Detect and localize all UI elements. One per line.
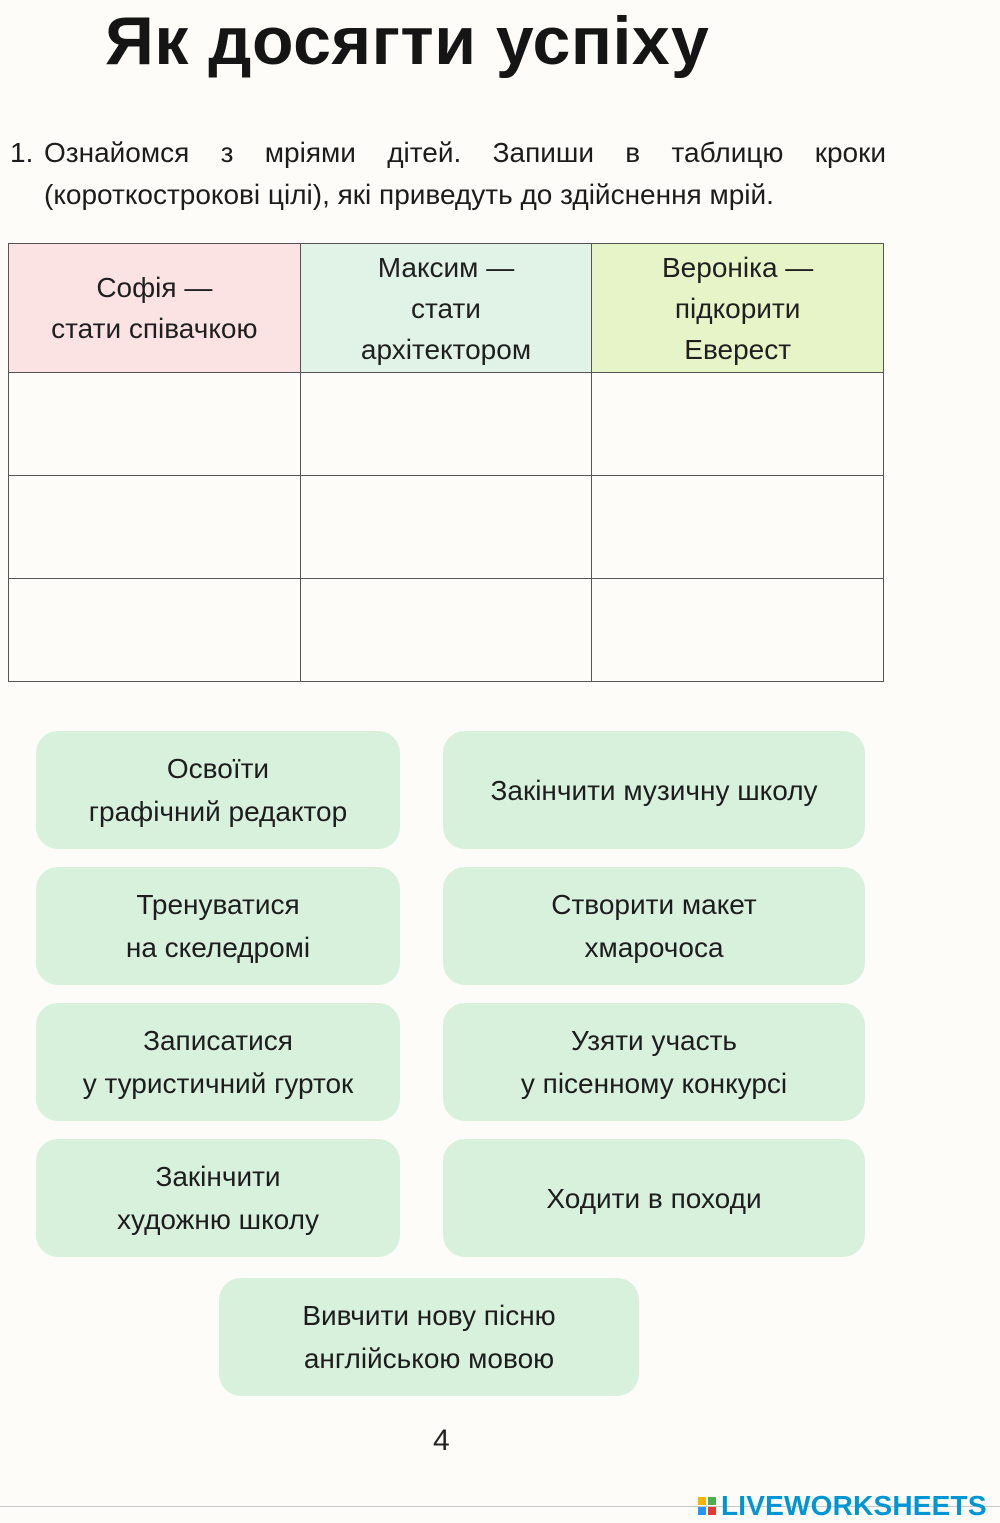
step-card-hiking[interactable]: [443, 1139, 865, 1257]
logo-square: [698, 1497, 706, 1505]
step-card-song-contest[interactable]: [443, 1003, 865, 1121]
step-card-label: Закінчити художню школу: [117, 1161, 319, 1235]
answer-cell-veronika-2[interactable]: [592, 476, 884, 579]
step-card-graphic-editor[interactable]: [36, 731, 400, 849]
header-sofia-label: Софія — стати співачкою: [51, 272, 258, 344]
step-card-label: Закінчити музичну школу: [490, 774, 818, 806]
answer-cell-sofia-3[interactable]: [9, 579, 301, 682]
step-card-label: Узяти участь у пісенному конкурсі: [520, 1025, 788, 1099]
step-card-label: Освоїти графічний редактор: [88, 753, 348, 827]
answer-cell-veronika-3[interactable]: [592, 579, 884, 682]
header-sofia: [9, 244, 301, 373]
page-title: Як досягти успіху: [105, 3, 710, 79]
header-veronika-label: Вероніка — підкорити Еверест: [662, 251, 814, 365]
answer-cell-sofia-2[interactable]: [9, 476, 301, 579]
logo-square: [698, 1507, 706, 1515]
header-maksym-label: Максим — стати архітектором: [360, 251, 532, 365]
table-row: [9, 579, 884, 682]
answer-cell-maksym-2[interactable]: [300, 476, 592, 579]
brand-name: LIVEWORKSHEETS: [721, 1490, 987, 1521]
step-card-english-song[interactable]: [219, 1278, 639, 1396]
header-maksym: [300, 244, 592, 373]
step-card-label: Записатися у туристичний гурток: [82, 1025, 354, 1099]
answer-cell-maksym-1[interactable]: [300, 373, 592, 476]
dreams-table: [8, 243, 884, 682]
table-row: [9, 373, 884, 476]
step-card-music-school[interactable]: [443, 731, 865, 849]
liveworksheets-brand[interactable]: [698, 1490, 987, 1522]
step-card-art-school[interactable]: [36, 1139, 400, 1257]
table-header-row: [9, 244, 884, 373]
page-number: 4: [433, 1424, 450, 1457]
step-card-label: Ходити в походи: [546, 1182, 762, 1214]
step-card-climbing-wall[interactable]: [36, 867, 400, 985]
answer-cell-maksym-3[interactable]: [300, 579, 592, 682]
step-card-label: Вивчити нову пісню англійською мовою: [302, 1300, 556, 1374]
step-card-label: Створити макет хмарочоса: [551, 889, 757, 963]
task-number: 1.: [10, 137, 34, 168]
step-card-skyscraper-model[interactable]: [443, 867, 865, 985]
logo-square: [708, 1497, 716, 1505]
header-veronika: [592, 244, 884, 373]
answer-cell-veronika-1[interactable]: [592, 373, 884, 476]
answer-cell-sofia-1[interactable]: [9, 373, 301, 476]
logo-square: [708, 1507, 716, 1515]
task-text: Ознайомся з мріями дітей. Запиши в таблицю кроки (короткострокові цілі), які приведуть до здійснення мрій.: [44, 137, 886, 210]
liveworksheets-logo-icon: [698, 1497, 716, 1515]
step-card-label: Тренуватися на скеледромі: [125, 889, 311, 963]
table-row: [9, 476, 884, 579]
step-card-tourist-club[interactable]: [36, 1003, 400, 1121]
